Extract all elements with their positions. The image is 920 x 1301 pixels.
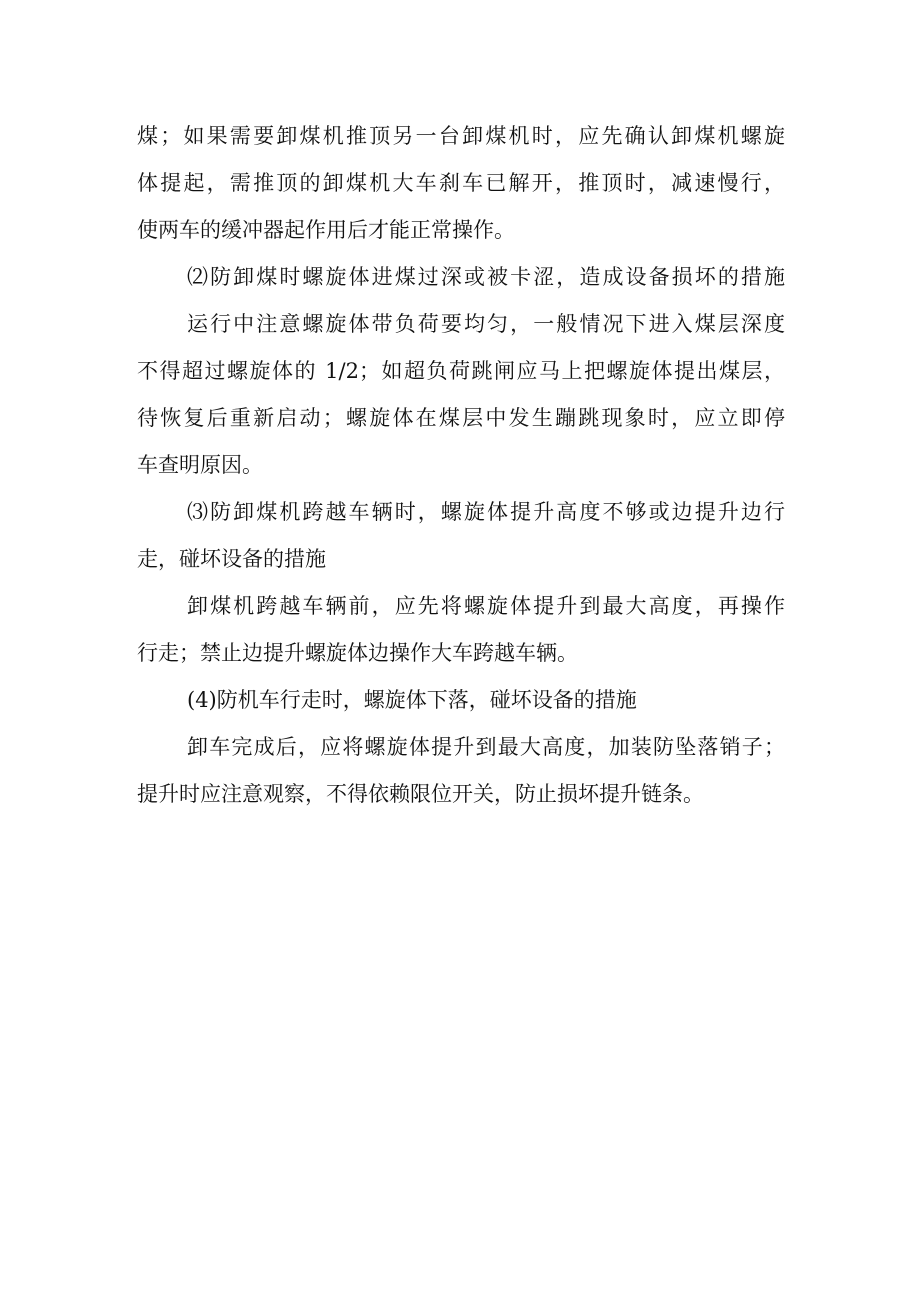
section-heading: (4)防机车行走时，螺旋体下落，碰坏设备的措施 [187, 688, 637, 712]
text-line: 体提起，需推顶的卸煤机大车刹车已解开，推顶时，减速慢行， [137, 171, 785, 195]
section-heading: ⑶防卸煤机跨越车辆时，螺旋体提升高度不够或边提升边行 [187, 500, 785, 524]
text-line: 使两车的缓冲器起作用后才能正常操作。 [137, 218, 515, 242]
text-line: 卸煤机跨越车辆前，应先将螺旋体提升到最大高度，再操作 [187, 594, 785, 618]
document-body [137, 113, 785, 818]
text-line: 提升时应注意观察，不得依赖限位开关，防止损坏提升链条。 [137, 782, 704, 806]
text-line: 行走；禁止边提升螺旋体边操作大车跨越车辆。 [137, 641, 578, 665]
text-line: 煤；如果需要卸煤机推顶另一台卸煤机时，应先确认卸煤机螺旋 [137, 124, 785, 148]
text-line: 车查明原因。 [137, 453, 263, 477]
text-line: 卸车完成后，应将螺旋体提升到最大高度，加装防坠落销子； [187, 735, 785, 759]
section-heading: 走，碰坏设备的措施 [137, 547, 326, 571]
text-line: 待恢复后重新启动；螺旋体在煤层中发生蹦跳现象时，应立即停 [137, 406, 785, 430]
text-line: 运行中注意螺旋体带负荷要均匀，一般情况下进入煤层深度 [187, 312, 785, 336]
section-heading: ⑵防卸煤时螺旋体进煤过深或被卡涩，造成设备损坏的措施 [187, 265, 785, 289]
text-line: 不得超过螺旋体的 1/2；如超负荷跳闸应马上把螺旋体提出煤层， [137, 359, 785, 383]
